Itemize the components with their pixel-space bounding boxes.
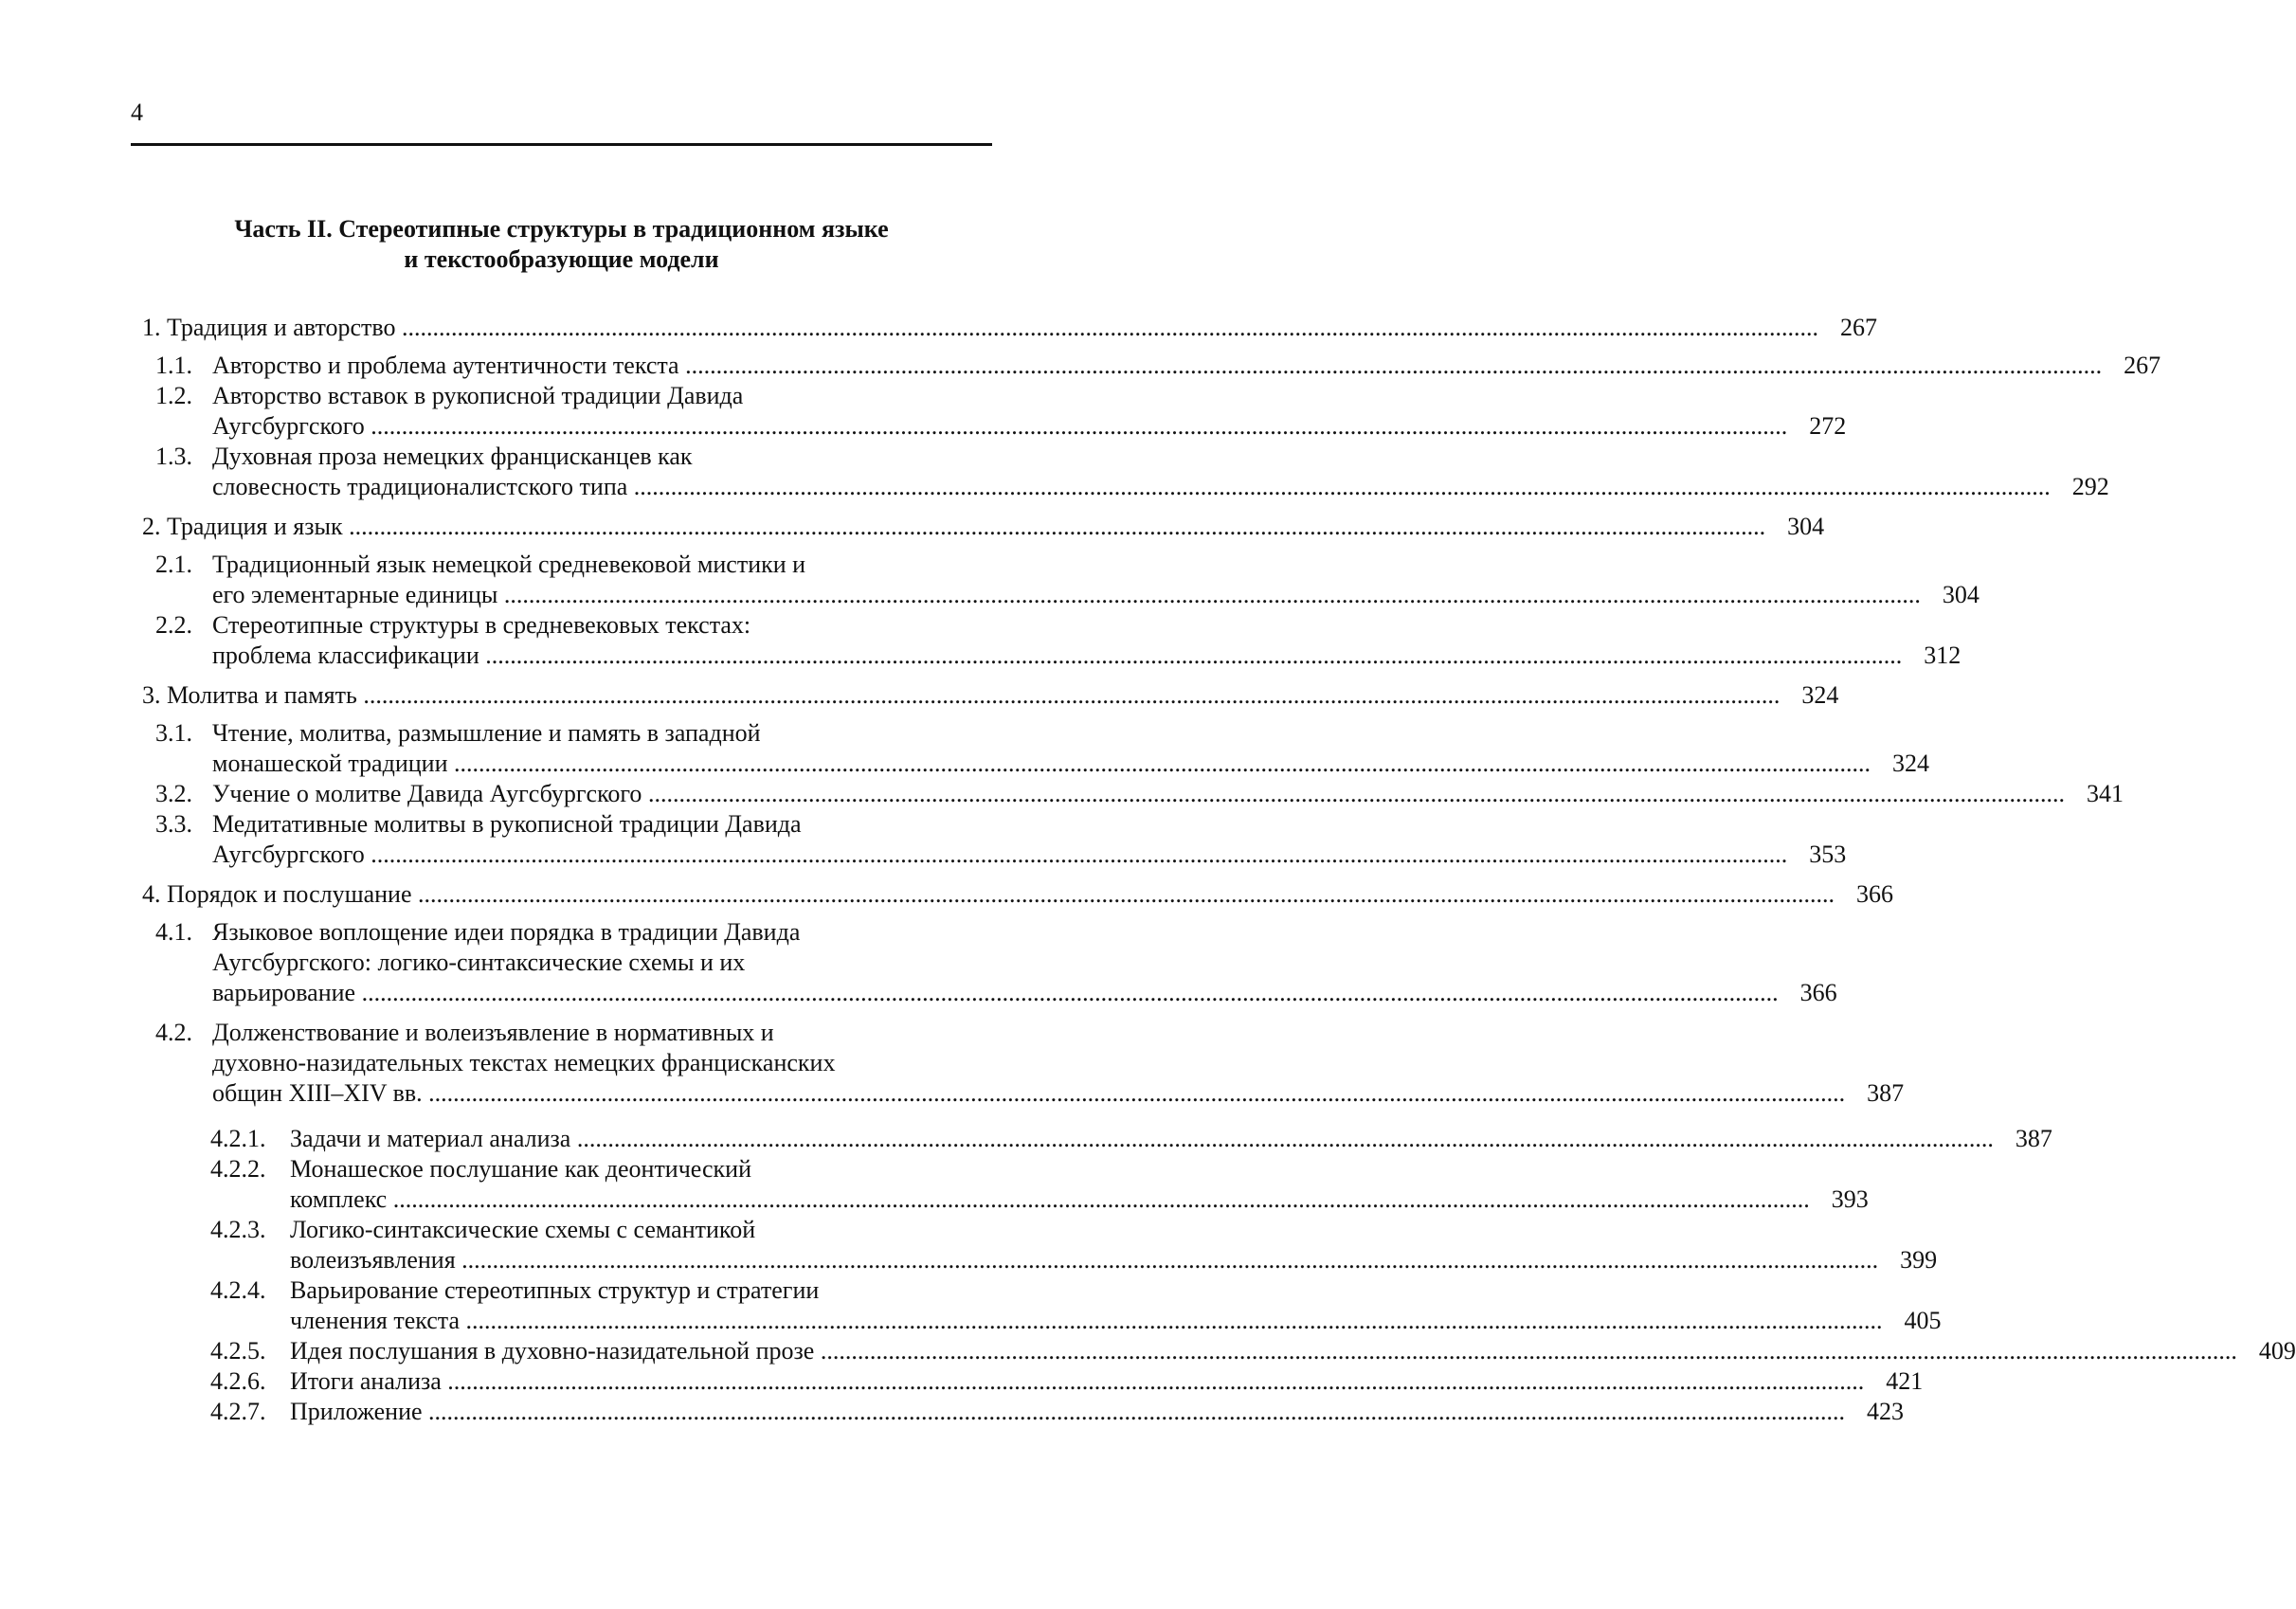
toc-entry-title-cont: общин XIII–XIV вв. .....: [212, 1078, 1845, 1109]
toc-entry-title-cont: членения текста .....: [290, 1306, 1882, 1336]
toc-entry-page: 405: [1904, 1307, 1942, 1334]
toc-entry-number: 4.2.: [155, 1019, 192, 1046]
toc-entry-number: 2.1.: [155, 551, 192, 578]
toc-entry-number: 4.2.7.: [210, 1398, 266, 1425]
toc-entry-page: 366: [1799, 979, 1837, 1006]
toc-entry-1-2[interactable]: [155, 381, 1847, 442]
toc-entry-number: 1.1.: [155, 352, 192, 379]
toc-entry-4[interactable]: [142, 879, 1894, 910]
toc-entry-title-cont: волеизъявления .....: [290, 1245, 1878, 1275]
toc-entry-number: 1.2.: [155, 382, 192, 409]
toc-entry-4-2-6[interactable]: [210, 1366, 1924, 1397]
toc-entry-page: 393: [1831, 1185, 1869, 1213]
toc-entry-4-2-3[interactable]: [210, 1215, 1938, 1275]
toc-entry-page: 409: [2258, 1337, 2296, 1365]
toc-entry-title-cont: монашеской традиции .....: [212, 749, 1871, 779]
toc-entry-page: 267: [1839, 314, 1877, 341]
toc-entry-page: 324: [1801, 681, 1839, 709]
toc-entry-page: 292: [2071, 473, 2109, 500]
toc-entry-number: 3.3.: [155, 810, 192, 838]
toc-entry-title: Приложение .....: [290, 1397, 1845, 1427]
page-number: 4: [131, 99, 143, 126]
toc-entry-page: 304: [1787, 513, 1825, 540]
toc-entry-4-2-7[interactable]: [210, 1397, 1905, 1427]
toc-entry-number: 4.1.: [155, 918, 192, 946]
toc-entry-title: Авторство и проблема аутентичности текста .....: [212, 351, 2102, 381]
toc-entry-number: 2.2.: [155, 611, 192, 639]
toc-entry-number: 4.2.6.: [210, 1367, 266, 1395]
part-title-line-1: Часть II. Стереотипные структуры в традиционном языке: [234, 215, 889, 243]
toc-entry-title: Традиционный язык немецкой средневековой мистики и: [212, 551, 806, 578]
toc-entry-number: 1.: [142, 314, 161, 341]
header-rule: [131, 143, 992, 146]
toc-entry-title: Языковое воплощение идеи порядка в традиции Давида: [212, 918, 801, 946]
toc-entry-title: Стереотипные структуры в средневековых текстах:: [212, 611, 751, 639]
toc-entry-title: Задачи и материал анализа .....: [290, 1124, 1994, 1154]
toc-entry-title: Традиция и авторство .....: [167, 313, 1818, 343]
toc-entry-page: 272: [1809, 412, 1847, 440]
toc-entry-4-2-2[interactable]: [210, 1154, 1869, 1215]
toc-entry-page: 312: [1924, 642, 1962, 669]
toc-entry-page: 267: [2124, 352, 2161, 379]
toc-entry-4-2-5[interactable]: [210, 1336, 2296, 1366]
toc-entry-page: 387: [1867, 1079, 1905, 1107]
toc-entry-1-1[interactable]: [155, 351, 2161, 381]
toc-entry-number: 4.2.5.: [210, 1337, 266, 1365]
toc-entry-page: 353: [1809, 841, 1847, 868]
toc-entry-page: 399: [1900, 1246, 1938, 1274]
toc-entry-title-cont: Аугсбургского: логико-синтаксические схемы и их: [212, 949, 746, 976]
toc-entry-title: Итоги анализа .....: [290, 1366, 1864, 1397]
toc-entry-4-1[interactable]: [155, 917, 1837, 1008]
toc-entry-number: 3.1.: [155, 719, 192, 747]
toc-entry-page: 366: [1856, 880, 1894, 908]
toc-entry-title-cont: комплекс .....: [290, 1184, 1810, 1215]
toc-entry-title: Молитва и память .....: [167, 680, 1780, 711]
toc-entry-title-cont: Аугсбургского .....: [212, 411, 1787, 442]
toc-entry-title: Порядок и послушание .....: [167, 879, 1835, 910]
toc-entry-page: 423: [1867, 1398, 1905, 1425]
toc-entry-3-1[interactable]: [155, 718, 1929, 779]
toc-entry-title-cont: духовно-назидательных текстах немецких францисканских: [212, 1049, 836, 1076]
toc-entry-2-1[interactable]: [155, 550, 1980, 610]
toc-entry-title: Чтение, молитва, размышление и память в западной: [212, 719, 761, 747]
toc-entry-number: 1.3.: [155, 443, 192, 470]
toc-entry-title-cont: варьирование .....: [212, 978, 1779, 1008]
toc-entry-title: Традиция и язык .....: [167, 512, 1765, 542]
toc-entry-3-3[interactable]: [155, 809, 1847, 870]
toc-entry-title: Духовная проза немецких францисканцев как: [212, 443, 693, 470]
toc-entry-title-cont: проблема классификации .....: [212, 641, 1902, 671]
toc-entry-number: 3.2.: [155, 780, 192, 807]
toc-entry-number: 2.: [142, 513, 161, 540]
toc-entry-title-cont: словесность традиционалистского типа .....: [212, 472, 2051, 502]
toc-entry-page: 421: [1886, 1367, 1924, 1395]
toc-entry-number: 4.2.3.: [210, 1216, 266, 1243]
toc-entry-title: Медитативные молитвы в рукописной традиции Давида: [212, 810, 802, 838]
toc-entry-number: 4.2.2.: [210, 1155, 266, 1183]
toc-entry-number: 4.: [142, 880, 161, 908]
toc-entry-page: 387: [2015, 1125, 2052, 1152]
toc-entry-page: 341: [2086, 780, 2124, 807]
toc-entry-title-cont: его элементарные единицы .....: [212, 580, 1921, 610]
toc-entry-3[interactable]: [142, 680, 1839, 711]
toc-entry-3-2[interactable]: [155, 779, 2124, 809]
toc-entry-title-cont: Аугсбургского .....: [212, 840, 1787, 870]
toc-entry-title: Варьирование стереотипных структур и стратегии: [290, 1276, 820, 1304]
toc-entry-title: Учение о молитве Давида Аугсбургского .....: [212, 779, 2065, 809]
toc-entry-title: Логико-синтаксические схемы с семантикой: [290, 1216, 756, 1243]
toc-entry-4-2-4[interactable]: [210, 1275, 1942, 1336]
toc-entry-1[interactable]: [142, 313, 1877, 343]
toc-entry-title: Идея послушания в духовно-назидательной прозе .....: [290, 1336, 2237, 1366]
toc-entry-page: 324: [1892, 750, 1929, 777]
toc-entry-2[interactable]: [142, 512, 1825, 542]
part-title-line-2: и текстообразующие модели: [404, 245, 719, 273]
toc-entry-2-2[interactable]: [155, 610, 1962, 671]
toc-entry-page: 304: [1942, 581, 1980, 608]
table-of-contents: [142, 307, 2296, 1427]
toc-entry-number: 4.2.1.: [210, 1125, 266, 1152]
toc-entry-title: Монашеское послушание как деонтический: [290, 1155, 751, 1183]
toc-entry-1-3[interactable]: [155, 442, 2109, 502]
toc-entry-4-2[interactable]: [155, 1018, 1905, 1109]
toc-entry-number: 4.2.4.: [210, 1276, 266, 1304]
toc-entry-4-2-1[interactable]: [210, 1124, 2052, 1154]
toc-entry-title: Авторство вставок в рукописной традиции Давида: [212, 382, 744, 409]
toc-entry-number: 3.: [142, 681, 161, 709]
part-title: [131, 214, 992, 275]
toc-entry-title: Долженствование и волеизъявление в нормативных и: [212, 1019, 774, 1046]
